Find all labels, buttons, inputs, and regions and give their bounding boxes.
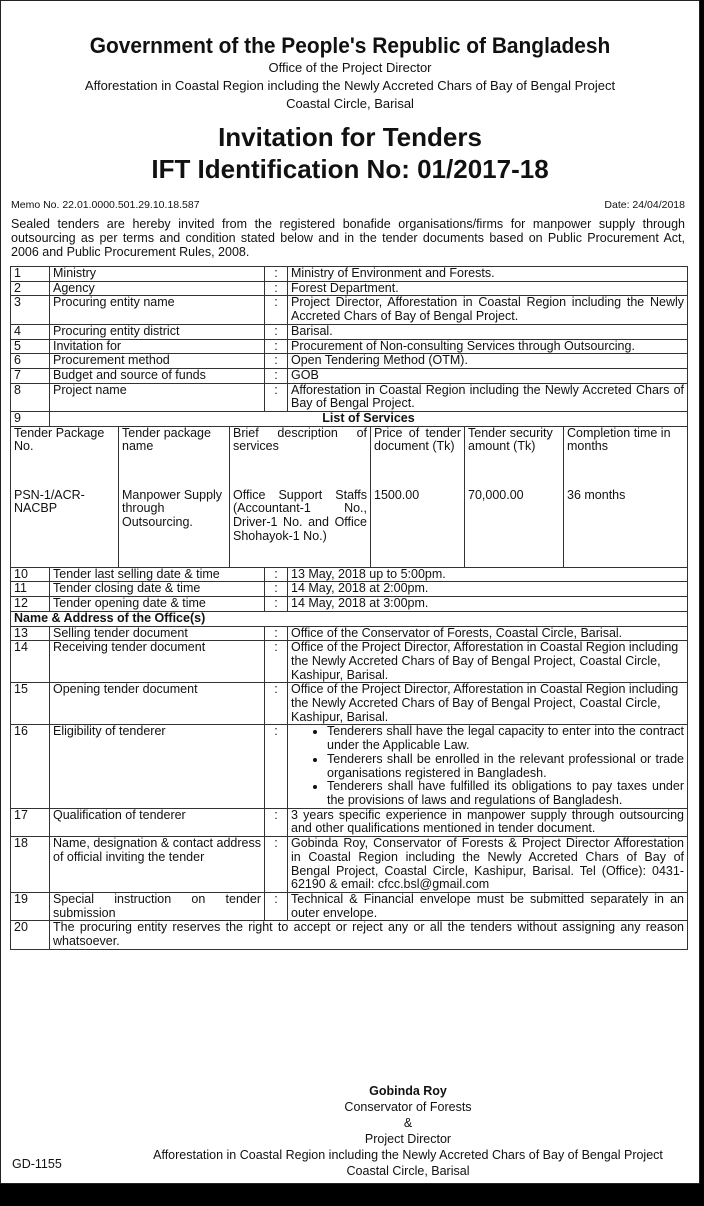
row-label: Name, designation & contact address of official inviting the tender (50, 837, 265, 893)
offices-header-row (11, 611, 688, 626)
table-row (11, 567, 688, 582)
row-number: 4 (11, 324, 50, 339)
row-value: GOB (288, 368, 688, 383)
intro-paragraph: Sealed tenders are hereby invited from the registered bonafide organisations/firms for manpower supply through outsourcing as per terms and condition stated below and in the tender documents based on Public Procurement Act, 2006 and Public Procurement Rules, 2008. (11, 217, 685, 259)
signature-block (120, 1083, 696, 1179)
row-number: 3 (11, 296, 50, 324)
government-title: Government of the People's Republic of Bangladesh (89, 33, 611, 58)
row-number: 1 (11, 267, 50, 282)
services-header-row (11, 427, 687, 485)
row-label: Tender opening date & time (50, 597, 265, 612)
signatory-name: Gobinda Roy (369, 1084, 447, 1098)
office-name: Office of the Project Director (268, 60, 432, 75)
services-header: Tender package name (119, 427, 230, 485)
row-number: 6 (11, 354, 50, 369)
eligibility-item: • Tenderers shall have the legal capacity to enter into the contract under the Applicable Law. (327, 725, 684, 752)
circle-name: Coastal Circle, Barisal (286, 96, 414, 111)
row-number: 18 (11, 837, 50, 893)
row-colon: : (265, 567, 288, 582)
notice-title: Invitation for Tenders (218, 122, 482, 152)
services-cell: Manpower Supply through Outsourcing. (119, 485, 230, 567)
row-colon: : (265, 339, 288, 354)
row-colon: : (265, 641, 288, 683)
services-cell: 36 months (567, 487, 626, 502)
row-colon: : (265, 383, 288, 411)
row-value: Office of the Project Director, Afforestation in Coastal Region including the Newly Accreted Chars of Bay of Bengal Project, Coastal Circle, Kashipur, Barisal. (288, 641, 688, 683)
row-number: 12 (11, 597, 50, 612)
row-value: Open Tendering Method (OTM). (288, 354, 688, 369)
services-cell: 1500.00 (371, 485, 465, 567)
row-label: Budget and source of funds (50, 368, 265, 383)
eligibility-item: • Tenderers shall be enrolled in the relevant professional or trade organisations registered in Bangladesh. (327, 753, 684, 780)
services-data-row (11, 485, 687, 567)
row-value: Procurement of Non-consulting Services through Outsourcing. (288, 339, 688, 354)
row-value: Barisal. (288, 324, 688, 339)
services-header: Completion time in months (567, 425, 671, 454)
project-name: Afforestation in Coastal Region including the Newly Accreted Chars of Bay of Bengal Project (84, 78, 616, 93)
row-colon: : (265, 267, 288, 282)
table-row (11, 808, 688, 836)
row-colon: : (265, 582, 288, 597)
row-value: 14 May, 2018 at 3:00pm. (288, 597, 688, 612)
reservation-text: The procuring entity reserves the right to accept or reject any or all the tenders without assigning any reason whatsoever. (50, 921, 688, 949)
row-value: 3 years specific experience in manpower supply through outsourcing and other qualifications mentioned in tender document. (288, 808, 688, 836)
services-cell: PSN-1/ACR-NACBP (11, 485, 119, 567)
row-number: 9 (11, 412, 50, 427)
services-cell: 70,000.00 (465, 485, 564, 567)
services-header: Tender Package No. (11, 427, 119, 485)
services-title: List of Services (50, 412, 688, 427)
ift-number: IFT Identification No: 01/2017-18 (151, 154, 549, 184)
row-colon: : (265, 324, 288, 339)
row-colon: : (265, 597, 288, 612)
table-row (11, 324, 688, 339)
row-number: 2 (11, 281, 50, 296)
row-value: Gobinda Roy, Conservator of Forests & Project Director Afforestation in Coastal Region including the Newly Accreted Chars of Bay of Bengal Project, Coastal Circle, Kashipur, Barisal. Tel (Office): 0431-62190 & email: cfcc.bsl@gmail.com (288, 837, 688, 893)
signatory-title: Conservator of Forests (344, 1100, 472, 1114)
offices-header: Name & Address of the Office(s) (11, 611, 688, 626)
table-row (11, 383, 688, 411)
services-header: Price of tender document (Tk) (371, 427, 465, 485)
table-row (11, 837, 688, 893)
row-label: Eligibility of tenderer (50, 725, 265, 808)
row-colon: : (265, 368, 288, 383)
row-value: Technical & Financial envelope must be submitted separately in an outer envelope. (288, 892, 688, 920)
row-colon: : (265, 725, 288, 808)
row-label: Invitation for (50, 339, 265, 354)
table-row (11, 368, 688, 383)
row-number: 20 (11, 921, 50, 949)
eligibility-row (11, 725, 688, 808)
memo-number: Memo No. 22.01.0000.501.29.10.18.587 (11, 199, 200, 211)
row-label: Opening tender document (50, 683, 265, 725)
table-row (11, 339, 688, 354)
row-number: 10 (11, 567, 50, 582)
row-value: Project Director, Afforestation in Coastal Region including the Newly Accreted Chars of Bay of Bengal Project. (288, 296, 688, 324)
row-label: Special instruction on tender submission (50, 892, 265, 920)
row-colon: : (265, 296, 288, 324)
row-number: 11 (11, 582, 50, 597)
row-label: Tender closing date & time (50, 582, 265, 597)
row-colon: : (265, 837, 288, 893)
row-label: Procuring entity name (50, 296, 265, 324)
row-label: Qualification of tenderer (50, 808, 265, 836)
row-value: Office of the Conservator of Forests, Coastal Circle, Barisal. (288, 626, 688, 641)
row-colon: : (265, 281, 288, 296)
row-colon: : (265, 626, 288, 641)
services-header: Tender security amount (Tk) (465, 427, 564, 485)
signatory-circle: Coastal Circle, Barisal (346, 1164, 470, 1178)
row-number: 14 (11, 641, 50, 683)
row-label: Procurement method (50, 354, 265, 369)
row-value: Afforestation in Coastal Region including the Newly Accreted Chars of Bay of Bengal Project. (288, 383, 688, 411)
row-number: 19 (11, 892, 50, 920)
row-label: Receiving tender document (50, 641, 265, 683)
signatory-title: Project Director (364, 1132, 452, 1146)
signatory-ampersand: & (403, 1116, 413, 1130)
row-value: Office of the Project Director, Afforestation in Coastal Region including the Newly Accreted Chars of Bay of Bengal Project, Coastal Circle, Kashipur, Barisal. (288, 683, 688, 725)
table-row (11, 597, 688, 612)
services-block (11, 426, 688, 567)
table-row (11, 267, 688, 282)
services-table (11, 427, 687, 567)
row-label: Procuring entity district (50, 324, 265, 339)
row-number: 13 (11, 626, 50, 641)
row-value: Ministry of Environment and Forests. (288, 267, 688, 282)
row-colon: : (265, 808, 288, 836)
row-value: Forest Department. (288, 281, 688, 296)
row-label: Tender last selling date & time (50, 567, 265, 582)
table-row (11, 354, 688, 369)
row-label: Project name (50, 383, 265, 411)
row-colon: : (265, 892, 288, 920)
table-row (11, 892, 688, 920)
eligibility-list-cell (288, 725, 688, 808)
reservation-row (11, 921, 688, 949)
table-row (11, 296, 688, 324)
notice-date: Date: 24/04/2018 (604, 199, 685, 211)
row-number: 5 (11, 339, 50, 354)
services-cell: Office Support Staffs (Accountant-1 No., Driver-1 No. and Office Shohayok-1 No.) (230, 485, 371, 567)
services-header: Brief description of services (230, 427, 371, 485)
row-value: 14 May, 2018 at 2:00pm. (288, 582, 688, 597)
row-colon: : (265, 354, 288, 369)
row-number: 17 (11, 808, 50, 836)
row-number: 8 (11, 383, 50, 411)
row-label: Ministry (50, 267, 265, 282)
notice-header (1, 33, 699, 185)
memo-row (1, 197, 699, 213)
services-title-row (11, 412, 688, 427)
tender-details-table (10, 266, 688, 950)
row-label: Agency (50, 281, 265, 296)
table-row (11, 641, 688, 683)
table-row (11, 281, 688, 296)
table-row (11, 626, 688, 641)
table-row (11, 582, 688, 597)
row-number: 7 (11, 368, 50, 383)
row-number: 15 (11, 683, 50, 725)
row-colon: : (265, 683, 288, 725)
table-row (11, 683, 688, 725)
row-label: Selling tender document (50, 626, 265, 641)
row-number: 16 (11, 725, 50, 808)
eligibility-list (291, 725, 684, 807)
row-value: 13 May, 2018 up to 5:00pm. (288, 567, 688, 582)
gd-number: GD-1155 (12, 1157, 62, 1171)
signatory-project: Afforestation in Coastal Region including the Newly Accreted Chars of Bay of Bengal Project (153, 1148, 663, 1162)
eligibility-item: • Tenderers shall have fulfilled its obligations to pay taxes under the provisions of laws and regulations of Bangladesh. (327, 780, 684, 807)
bottom-border (0, 1184, 704, 1206)
